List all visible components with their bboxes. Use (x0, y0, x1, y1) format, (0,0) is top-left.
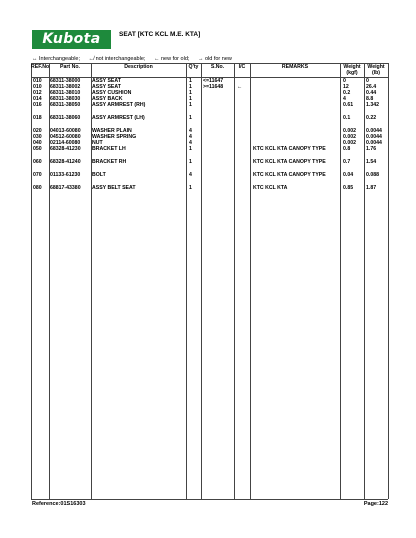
cell-qty: 4 (189, 140, 192, 146)
cell-part-no: 68311-38030 (50, 96, 81, 102)
cell-weight-lb: 8.8 (366, 96, 374, 102)
cell-weight-kgf: 0.2 (343, 90, 351, 96)
cell-ref-no: 070 (33, 172, 42, 178)
cell-qty: 4 (189, 172, 192, 178)
cell-qty: 1 (189, 185, 192, 191)
cell-remarks: KTC KCL KTA CANOPY TYPE (253, 159, 326, 165)
page-title: SEAT [KTC KCL M.E. KTA] (119, 31, 201, 38)
page-number: Page:122 (363, 501, 388, 507)
header-qty: Q'ty (188, 64, 199, 70)
cell-weight-lb: 26.4 (366, 84, 377, 90)
kubota-logo: Kubota (32, 30, 111, 49)
cell-weight-kgf: 0 (343, 78, 346, 84)
cell-description: ASSY BELT SEAT (92, 185, 136, 191)
column-divider (340, 63, 341, 499)
cell-part-no: 68311-38000 (50, 78, 81, 84)
cell-weight-lb: 1.342 (366, 102, 379, 108)
cell-part-no: 02114-60080 (50, 140, 81, 146)
cell-qty: 1 (189, 84, 192, 90)
cell-part-no: 68328-41230 (50, 146, 81, 152)
cell-weight-lb: 1.87 (366, 185, 377, 191)
cell-qty: 1 (189, 159, 192, 165)
cell-weight-kgf: 0.002 (343, 140, 356, 146)
cell-weight-kgf: 12 (343, 84, 349, 90)
cell-remarks: KTC KCL KTA CANOPY TYPE (253, 172, 326, 178)
cell-ref-no: 010 (33, 78, 42, 84)
cell-description: BRACKET RH (92, 159, 127, 165)
parts-table (31, 63, 388, 499)
cell-ref-no: 040 (33, 140, 42, 146)
cell-description: BRACKET LH (92, 146, 126, 152)
cell-weight-lb: 0.088 (366, 172, 379, 178)
cell-ref-no: 018 (33, 115, 42, 121)
cell-weight-lb: 0 (366, 78, 369, 84)
cell-weight-kgf: 0.85 (343, 185, 354, 191)
header-ic: I/C (238, 64, 246, 70)
cell-ref-no: 080 (33, 185, 42, 191)
cell-part-no: 68311-38060 (50, 115, 81, 121)
cell-qty: 4 (189, 134, 192, 140)
cell-part-no: 68328-41240 (50, 159, 81, 165)
cell-weight-lb: 1.76 (366, 146, 377, 152)
cell-qty: 4 (189, 128, 192, 134)
cell-weight-lb: 1.54 (366, 159, 377, 165)
column-divider (186, 63, 187, 499)
cell-serial-no: <=11647 (203, 78, 224, 84)
cell-ref-no: 016 (33, 102, 42, 108)
cell-weight-lb: 0.0044 (366, 140, 382, 146)
cell-weight-kgf: 0.002 (343, 134, 356, 140)
header-ref: REF.No (31, 64, 50, 70)
cell-ref-no: 012 (33, 90, 42, 96)
cell-ic: ← (237, 84, 243, 90)
cell-part-no: 01133-61230 (50, 172, 81, 178)
cell-weight-lb: 0.22 (366, 115, 377, 121)
cell-part-no: 04013-60080 (50, 128, 81, 134)
table-bottom-border (31, 499, 388, 500)
cell-description: ASSY ARMREST (LH) (92, 115, 145, 121)
header-weight-kgf: Weight (kgf) (343, 64, 361, 76)
cell-ref-no: 020 (33, 128, 42, 134)
cell-ref-no: 060 (33, 159, 42, 165)
cell-description: WASHER PLAIN (92, 128, 132, 134)
cell-weight-lb: 0.0044 (366, 128, 382, 134)
cell-qty: 1 (189, 96, 192, 102)
cell-qty: 1 (189, 90, 192, 96)
cell-part-no: 68817-43380 (50, 185, 81, 191)
header-description: Description (124, 64, 153, 70)
cell-description: ASSY ARMREST (RH) (92, 102, 146, 108)
cell-weight-kgf: 4 (343, 96, 346, 102)
cell-part-no: 68311-38002 (50, 84, 81, 90)
cell-part-no: 04512-60080 (50, 134, 81, 140)
cell-part-no: 68311-38050 (50, 102, 81, 108)
legend-interchangeable: ↔ Interchangeable; (32, 56, 81, 62)
cell-ref-no: 010 (33, 84, 42, 90)
cell-ref-no: 050 (33, 146, 42, 152)
cell-part-no: 68311-38010 (50, 90, 81, 96)
column-divider (234, 63, 235, 499)
column-divider (388, 63, 389, 499)
cell-weight-kgf: 0.1 (343, 115, 351, 121)
cell-weight-kgf: 0.002 (343, 128, 356, 134)
interchangeability-legend (32, 56, 239, 62)
column-divider (364, 63, 365, 499)
cell-qty: 1 (189, 115, 192, 121)
cell-serial-no: >=11648 (203, 84, 224, 90)
cell-description: ASSY SEAT (92, 78, 121, 84)
cell-qty: 1 (189, 146, 192, 152)
cell-weight-kgf: 0.61 (343, 102, 354, 108)
cell-remarks: KTC KCL KTA CANOPY TYPE (253, 146, 326, 152)
cell-description: ASSY SEAT (92, 84, 121, 90)
column-divider (250, 63, 251, 499)
reference-number: Reference:01S16303 (32, 501, 86, 507)
cell-ref-no: 014 (33, 96, 42, 102)
cell-description: NUT (92, 140, 103, 146)
header-part-no: Part No. (60, 64, 80, 70)
header-serial-no: S.No. (210, 64, 225, 70)
cell-weight-lb: 0.44 (366, 90, 377, 96)
legend-old-for-new: → old for new (197, 56, 232, 62)
cell-description: BOLT (92, 172, 106, 178)
cell-description: ASSY BACK (92, 96, 123, 102)
header-remarks: REMARKS (281, 64, 309, 70)
cell-qty: 1 (189, 78, 192, 84)
cell-weight-kgf: 0.04 (343, 172, 354, 178)
cell-description: WASHER SPRING (92, 134, 137, 140)
cell-weight-kgf: 0.7 (343, 159, 351, 165)
column-divider (201, 63, 202, 499)
cell-ref-no: 030 (33, 134, 42, 140)
column-divider (31, 63, 32, 499)
legend-new-for-old: ← new for old; (153, 56, 190, 62)
header-weight-lb: Weight (lb) (367, 64, 385, 76)
cell-weight-kgf: 0.8 (343, 146, 351, 152)
legend-not-interchangeable: ↚ not interchangeable; (88, 56, 146, 62)
cell-qty: 1 (189, 102, 192, 108)
cell-description: ASSY CUSHION (92, 90, 132, 96)
cell-remarks: KTC KCL KTA (253, 185, 288, 191)
cell-weight-lb: 0.0044 (366, 134, 382, 140)
